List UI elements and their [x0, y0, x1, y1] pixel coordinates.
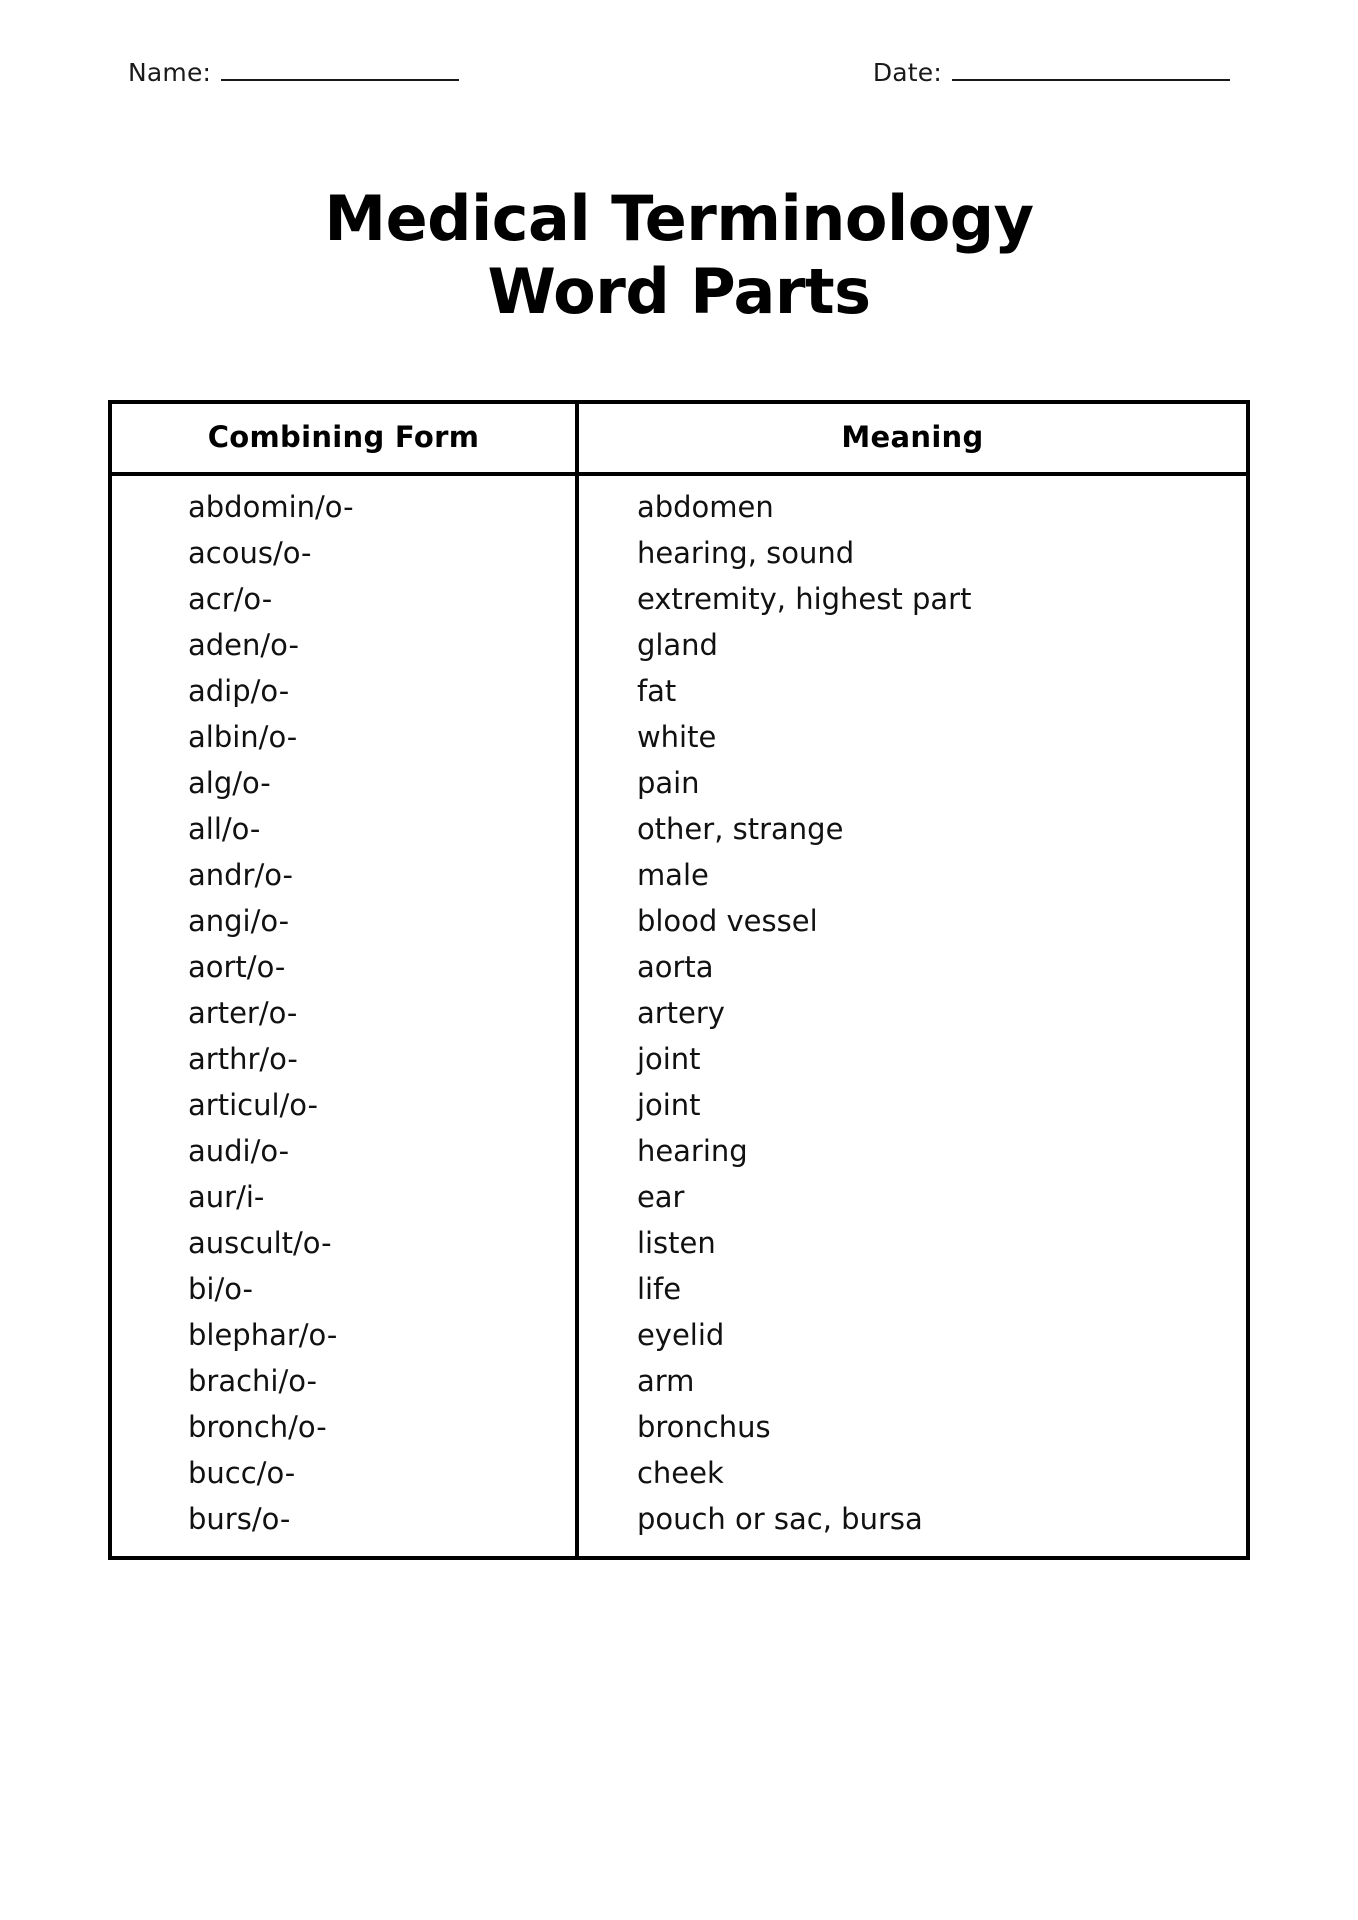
cell-combining-form: bucc/o-: [112, 1451, 577, 1497]
cell-combining-form: aort/o-: [112, 945, 577, 991]
table-row: [112, 853, 1246, 899]
page-title-line-2: Word Parts: [487, 254, 871, 328]
cell-combining-form: audi/o-: [112, 1129, 577, 1175]
student-meta-row: [128, 60, 1230, 85]
table-header-row: [112, 404, 1246, 474]
date-write-line[interactable]: [952, 78, 1230, 81]
table-header: [112, 404, 1246, 474]
page-title-line-1: Medical Terminology: [324, 181, 1034, 255]
cell-meaning: pain: [636, 766, 700, 800]
cell-combining-form: burs/o-: [112, 1497, 577, 1557]
table-row: [112, 669, 1246, 715]
date-label: Date:: [872, 58, 942, 87]
table-row: [112, 899, 1246, 945]
table-row: [112, 1497, 1246, 1557]
cell-meaning: life: [636, 1272, 682, 1306]
cell-meaning: blood vessel: [636, 904, 818, 938]
word-parts-table: [112, 404, 1246, 1556]
cell-meaning: other, strange: [636, 812, 844, 846]
cell-combining-form: aden/o-: [112, 623, 577, 669]
cell-combining-form: acr/o-: [112, 577, 577, 623]
cell-combining-form: articul/o-: [112, 1083, 577, 1129]
table-row: [112, 807, 1246, 853]
cell-combining-form: angi/o-: [112, 899, 577, 945]
cell-combining-form: aur/i-: [112, 1175, 577, 1221]
cell-combining-form: all/o-: [112, 807, 577, 853]
cell-meaning: artery: [636, 996, 725, 1030]
cell-combining-form: blephar/o-: [112, 1313, 577, 1359]
cell-meaning: listen: [636, 1226, 716, 1260]
table-body: [112, 474, 1246, 1556]
cell-combining-form: acous/o-: [112, 531, 577, 577]
cell-meaning: hearing, sound: [636, 536, 855, 570]
cell-combining-form: arter/o-: [112, 991, 577, 1037]
table-row: [112, 991, 1246, 1037]
cell-meaning: fat: [636, 674, 677, 708]
cell-meaning: joint: [636, 1088, 701, 1122]
table-row: [112, 1037, 1246, 1083]
cell-meaning: male: [636, 858, 709, 892]
table-row: [112, 1405, 1246, 1451]
name-label: Name:: [128, 58, 212, 87]
cell-meaning: pouch or sac, bursa: [636, 1502, 923, 1536]
cell-combining-form: auscult/o-: [112, 1221, 577, 1267]
cell-meaning: gland: [636, 628, 718, 662]
table-row: [112, 474, 1246, 531]
table-row: [112, 1221, 1246, 1267]
table-row: [112, 1313, 1246, 1359]
table-row: [112, 1175, 1246, 1221]
date-field[interactable]: [873, 60, 1230, 85]
table-row: [112, 577, 1246, 623]
cell-combining-form: bi/o-: [112, 1267, 577, 1313]
table-row: [112, 1359, 1246, 1405]
page-title: [0, 182, 1358, 328]
table-row: [112, 1451, 1246, 1497]
cell-meaning: extremity, highest part: [636, 582, 972, 616]
table-row: [112, 945, 1246, 991]
cell-meaning: joint: [636, 1042, 701, 1076]
cell-meaning: arm: [636, 1364, 695, 1398]
cell-combining-form: abdomin/o-: [112, 474, 577, 531]
table-row: [112, 1267, 1246, 1313]
cell-meaning: eyelid: [636, 1318, 725, 1352]
cell-meaning: abdomen: [636, 490, 774, 524]
column-header-combining-form: Combining Form: [112, 404, 577, 474]
cell-meaning: cheek: [636, 1456, 724, 1490]
name-write-line[interactable]: [221, 78, 459, 81]
table-row: [112, 623, 1246, 669]
cell-combining-form: arthr/o-: [112, 1037, 577, 1083]
cell-combining-form: andr/o-: [112, 853, 577, 899]
cell-combining-form: bronch/o-: [112, 1405, 577, 1451]
cell-combining-form: brachi/o-: [112, 1359, 577, 1405]
column-header-meaning: Meaning: [577, 404, 1246, 474]
cell-meaning: white: [636, 720, 717, 754]
cell-meaning: hearing: [636, 1134, 748, 1168]
table-row: [112, 1083, 1246, 1129]
table-row: [112, 715, 1246, 761]
table-row: [112, 1129, 1246, 1175]
cell-meaning: ear: [636, 1180, 685, 1214]
cell-combining-form: alg/o-: [112, 761, 577, 807]
cell-combining-form: albin/o-: [112, 715, 577, 761]
name-field[interactable]: [128, 60, 459, 85]
cell-meaning: aorta: [636, 950, 714, 984]
cell-meaning: bronchus: [636, 1410, 771, 1444]
table-row: [112, 531, 1246, 577]
word-parts-table-container: [108, 400, 1250, 1560]
cell-combining-form: adip/o-: [112, 669, 577, 715]
table-row: [112, 761, 1246, 807]
